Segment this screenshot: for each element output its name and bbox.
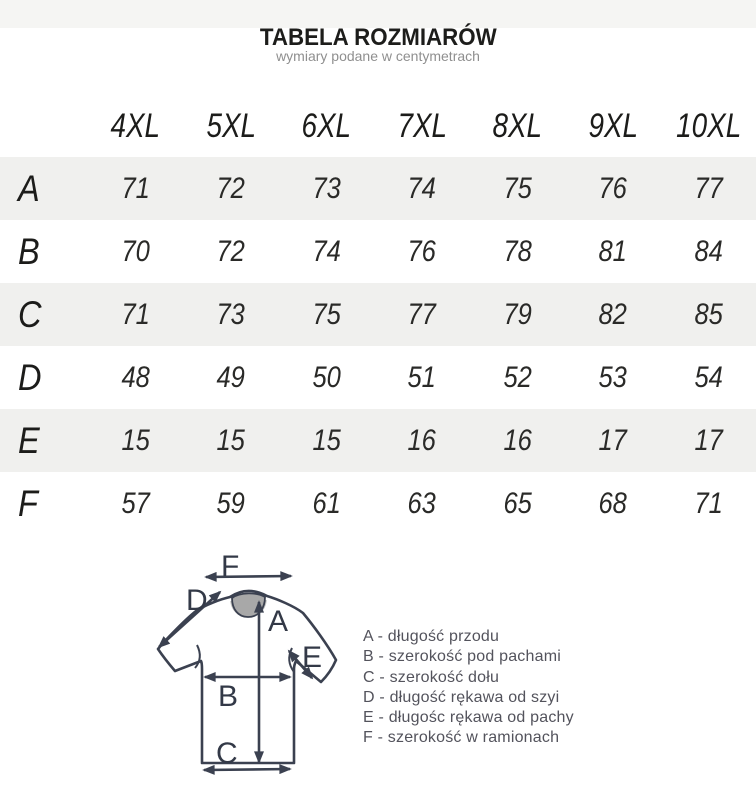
column-header-4xl: 4XL bbox=[110, 106, 161, 145]
page-title-text: TABELA ROZMIARÓW bbox=[259, 24, 497, 51]
cell-b-8xl: 78 bbox=[503, 234, 532, 268]
table-row-d bbox=[0, 346, 756, 409]
row-label-f: F bbox=[18, 482, 38, 524]
column-header-7xl: 7XL bbox=[397, 106, 447, 145]
cell-f-8xl: 65 bbox=[503, 486, 532, 520]
table-row-f bbox=[0, 472, 756, 535]
column-header-6xl: 6XL bbox=[301, 106, 352, 145]
diagram-label-c: C bbox=[216, 737, 238, 770]
cell-a-9xl: 76 bbox=[598, 171, 628, 205]
cell-c-10xl: 85 bbox=[694, 297, 723, 331]
row-label-a: A bbox=[18, 167, 40, 209]
page-subtitle: wymiary podane w centymetrach bbox=[276, 48, 480, 64]
cell-d-8xl: 52 bbox=[503, 360, 532, 394]
cell-e-5xl: 15 bbox=[216, 423, 246, 457]
cell-f-10xl: 71 bbox=[694, 486, 723, 520]
diagram-label-a: A bbox=[268, 605, 289, 638]
legend-item-e: E - długośc rękawa od pachy bbox=[363, 709, 574, 727]
legend-item-d: D - długość rękawa od szyi bbox=[363, 688, 560, 706]
cell-d-6xl: 50 bbox=[312, 360, 341, 394]
measurement-legend bbox=[363, 627, 574, 749]
cell-d-4xl: 48 bbox=[121, 360, 150, 394]
cell-e-4xl: 15 bbox=[121, 423, 150, 457]
cell-d-10xl: 54 bbox=[694, 360, 723, 394]
cell-c-6xl: 75 bbox=[312, 297, 341, 331]
corner-cell bbox=[0, 95, 88, 157]
cell-a-10xl: 77 bbox=[694, 171, 723, 205]
diagram-label-e: E bbox=[302, 641, 323, 674]
diagram-label-b: B bbox=[218, 680, 239, 713]
size-table bbox=[0, 95, 756, 535]
cell-a-4xl: 71 bbox=[121, 171, 150, 205]
cell-e-9xl: 17 bbox=[598, 423, 628, 457]
cell-c-9xl: 82 bbox=[598, 297, 628, 331]
measure-arrow-f bbox=[206, 576, 291, 577]
cell-c-5xl: 73 bbox=[216, 297, 246, 331]
tshirt-measurement-diagram bbox=[128, 540, 378, 800]
cell-e-10xl: 17 bbox=[694, 423, 723, 457]
cell-b-5xl: 72 bbox=[216, 234, 246, 268]
legend-item-c: C - szerokość dołu bbox=[363, 668, 500, 686]
row-label-e: E bbox=[18, 419, 40, 461]
diagram-label-d: D bbox=[186, 584, 208, 617]
table-row-b bbox=[0, 220, 756, 283]
cell-a-6xl: 73 bbox=[312, 171, 341, 205]
column-header-5xl: 5XL bbox=[206, 106, 256, 145]
cell-f-9xl: 68 bbox=[598, 486, 628, 520]
row-label-c: C bbox=[18, 293, 42, 335]
cell-e-7xl: 16 bbox=[407, 423, 437, 457]
row-label-b: B bbox=[18, 230, 40, 272]
cell-b-6xl: 74 bbox=[312, 234, 341, 268]
cell-d-5xl: 49 bbox=[216, 360, 246, 394]
cell-a-5xl: 72 bbox=[216, 171, 246, 205]
cell-c-7xl: 77 bbox=[407, 297, 437, 331]
cell-c-4xl: 71 bbox=[121, 297, 150, 331]
cell-f-6xl: 61 bbox=[312, 486, 341, 520]
cell-a-8xl: 75 bbox=[503, 171, 532, 205]
table-row-a bbox=[0, 157, 756, 220]
cell-f-5xl: 59 bbox=[216, 486, 246, 520]
column-header-10xl: 10XL bbox=[675, 106, 741, 145]
row-label-d: D bbox=[18, 356, 42, 398]
cell-b-9xl: 81 bbox=[598, 234, 628, 268]
cell-c-8xl: 79 bbox=[503, 297, 532, 331]
cell-a-7xl: 74 bbox=[407, 171, 437, 205]
table-row-c bbox=[0, 283, 756, 346]
legend-item-f: F - szerokość w ramionach bbox=[363, 729, 560, 747]
cell-b-4xl: 70 bbox=[121, 234, 150, 268]
legend-item-a: A - długość przodu bbox=[363, 628, 500, 645]
cell-e-8xl: 16 bbox=[503, 423, 532, 457]
column-header-9xl: 9XL bbox=[588, 106, 638, 145]
legend-item-b: B - szerokość pod pachami bbox=[363, 648, 561, 666]
cell-b-10xl: 84 bbox=[694, 234, 723, 268]
cell-d-9xl: 53 bbox=[598, 360, 628, 394]
cell-e-6xl: 15 bbox=[312, 423, 341, 457]
cell-d-7xl: 51 bbox=[407, 360, 437, 394]
column-header-8xl: 8XL bbox=[492, 106, 543, 145]
size-table-header-row bbox=[0, 95, 756, 157]
table-row-e bbox=[0, 409, 756, 472]
cell-f-4xl: 57 bbox=[121, 486, 150, 520]
diagram-label-f: F bbox=[221, 550, 240, 583]
cell-f-7xl: 63 bbox=[407, 486, 437, 520]
cell-b-7xl: 76 bbox=[407, 234, 437, 268]
